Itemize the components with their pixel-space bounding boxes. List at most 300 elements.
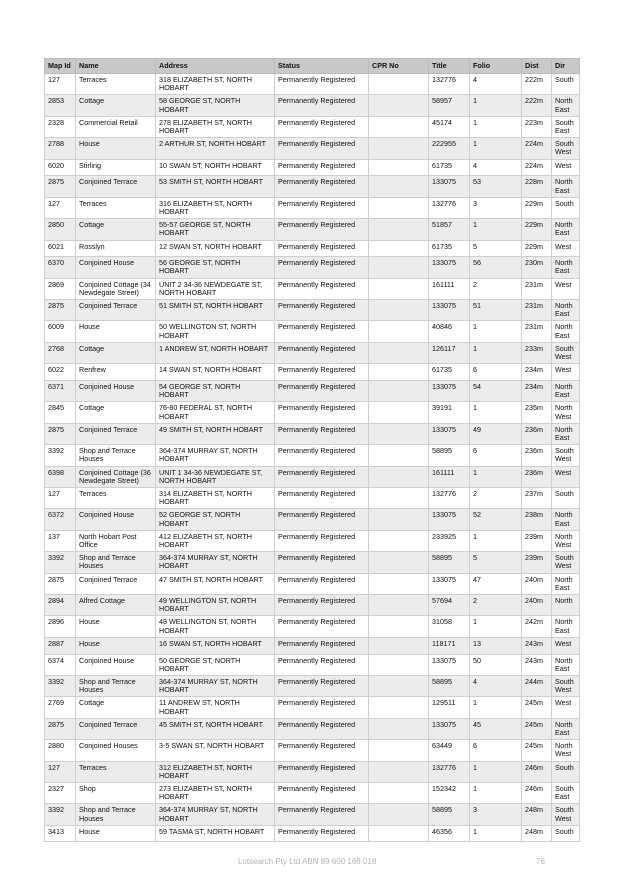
table-cell: Cottage — [76, 402, 156, 423]
table-cell: House — [76, 138, 156, 159]
table-cell: 2894 — [45, 595, 76, 616]
table-cell: 56 GEORGE ST, NORTH HOBART — [156, 257, 275, 278]
table-cell — [369, 697, 429, 718]
table-row — [45, 138, 580, 159]
table-cell: 245m — [522, 718, 552, 739]
table-cell: 231m — [522, 321, 552, 342]
table-cell: North West — [552, 530, 580, 551]
table-cell: Alfred Cottage — [76, 595, 156, 616]
table-cell: 5 — [470, 552, 522, 573]
table-cell: 1 — [470, 138, 522, 159]
table-cell — [369, 637, 429, 654]
table-cell — [369, 654, 429, 675]
table-cell: Permanently Registered — [275, 278, 369, 299]
table-row — [45, 804, 580, 825]
table-row — [45, 300, 580, 321]
table-cell: 234m — [522, 380, 552, 401]
table-cell: 236m — [522, 445, 552, 466]
table-cell: 49 WELLINGTON ST, NORTH HOBART — [156, 595, 275, 616]
table-cell: 318 ELIZABETH ST, NORTH HOBART — [156, 74, 275, 95]
table-row — [45, 364, 580, 381]
table-cell: Conjoined Cottage (34 Newdegate Street) — [76, 278, 156, 299]
table-cell: 12 SWAN ST, NORTH HOBART — [156, 240, 275, 257]
table-row — [45, 595, 580, 616]
table-row — [45, 278, 580, 299]
table-cell — [369, 159, 429, 176]
table-cell: 6 — [470, 740, 522, 761]
table-cell: North East — [552, 95, 580, 116]
table-cell: House — [76, 616, 156, 637]
column-header: Title — [429, 59, 470, 74]
table-cell: 234m — [522, 364, 552, 381]
table-cell: 1 — [470, 616, 522, 637]
table-cell: 2769 — [45, 697, 76, 718]
table-cell: 243m — [522, 637, 552, 654]
table-cell: 238m — [522, 509, 552, 530]
table-row — [45, 445, 580, 466]
table-cell: 6371 — [45, 380, 76, 401]
table-row — [45, 782, 580, 803]
table-cell: 229m — [522, 240, 552, 257]
table-cell: Shop and Terrace Houses — [76, 804, 156, 825]
table-cell: Conjoined House — [76, 654, 156, 675]
table-cell: Renfrew — [76, 364, 156, 381]
table-cell: 222m — [522, 74, 552, 95]
table-cell: Permanently Registered — [275, 616, 369, 637]
column-header: Name — [76, 59, 156, 74]
table-cell: South West — [552, 342, 580, 363]
table-cell: UNIT 1 34-36 NEWDEGATE ST, NORTH HOBART — [156, 466, 275, 487]
table-cell: Permanently Registered — [275, 466, 369, 487]
table-cell: Permanently Registered — [275, 552, 369, 573]
table-cell: 132776 — [429, 197, 470, 218]
page-number: 76 — [536, 857, 545, 866]
table-cell: Conjoined Terrace — [76, 573, 156, 594]
column-header: Status — [275, 59, 369, 74]
table-cell: 1 — [470, 466, 522, 487]
table-cell: Cottage — [76, 342, 156, 363]
table-cell: Terraces — [76, 487, 156, 508]
table-cell: House — [76, 321, 156, 342]
table-row — [45, 74, 580, 95]
table-cell: Permanently Registered — [275, 487, 369, 508]
table-cell: 222m — [522, 95, 552, 116]
table-cell — [369, 116, 429, 137]
table-cell: 6020 — [45, 159, 76, 176]
table-row — [45, 825, 580, 842]
table-cell: Permanently Registered — [275, 257, 369, 278]
table-row — [45, 380, 580, 401]
table-cell: Permanently Registered — [275, 654, 369, 675]
table-cell: 246m — [522, 782, 552, 803]
table-cell — [369, 138, 429, 159]
table-row — [45, 197, 580, 218]
table-cell: 127 — [45, 487, 76, 508]
table-cell: 51 — [470, 300, 522, 321]
table-cell: Permanently Registered — [275, 321, 369, 342]
table-cell: 3 — [470, 197, 522, 218]
table-cell: Cottage — [76, 95, 156, 116]
table-cell: West — [552, 364, 580, 381]
table-cell: 2853 — [45, 95, 76, 116]
table-cell — [369, 487, 429, 508]
table-cell: 235m — [522, 402, 552, 423]
table-cell: 161111 — [429, 466, 470, 487]
table-cell: 56 — [470, 257, 522, 278]
table-cell: 2875 — [45, 176, 76, 197]
table-row — [45, 616, 580, 637]
table-cell: North East — [552, 321, 580, 342]
table-cell: Shop and Terrace Houses — [76, 675, 156, 696]
table-cell: 233925 — [429, 530, 470, 551]
table-cell: Permanently Registered — [275, 804, 369, 825]
table-cell: Shop and Terrace Houses — [76, 552, 156, 573]
table-cell: North East — [552, 176, 580, 197]
table-cell: 2328 — [45, 116, 76, 137]
column-header: Dir — [552, 59, 580, 74]
table-cell: 118171 — [429, 637, 470, 654]
table-cell: 127 — [45, 197, 76, 218]
table-cell — [369, 740, 429, 761]
table-cell: 236m — [522, 466, 552, 487]
column-header: Address — [156, 59, 275, 74]
table-cell: Permanently Registered — [275, 300, 369, 321]
table-cell: 133075 — [429, 573, 470, 594]
table-cell: UNIT 2 34-36 NEWDEGATE ST, NORTH HOBART — [156, 278, 275, 299]
table-cell: 31058 — [429, 616, 470, 637]
table-cell: 1 — [470, 219, 522, 240]
table-cell: Conjoined Terrace — [76, 300, 156, 321]
column-header: Folio — [470, 59, 522, 74]
table-row — [45, 509, 580, 530]
table-cell — [369, 573, 429, 594]
table-cell: 2880 — [45, 740, 76, 761]
table-cell: Permanently Registered — [275, 240, 369, 257]
table-cell: 45 — [470, 718, 522, 739]
table-cell: 231m — [522, 300, 552, 321]
table-cell: Conjoined Houses — [76, 740, 156, 761]
table-cell: North East — [552, 573, 580, 594]
table-cell: North East — [552, 380, 580, 401]
table-cell: 152342 — [429, 782, 470, 803]
table-cell — [369, 509, 429, 530]
table-row — [45, 219, 580, 240]
table-cell: South — [552, 197, 580, 218]
table-cell — [369, 530, 429, 551]
table-cell: North Hobart Post Office — [76, 530, 156, 551]
table-row — [45, 466, 580, 487]
table-cell: 14 SWAN ST, NORTH HOBART — [156, 364, 275, 381]
table-cell: Conjoined House — [76, 509, 156, 530]
table-cell — [369, 675, 429, 696]
table-cell: Shop and Terrace Houses — [76, 445, 156, 466]
table-cell: 224m — [522, 159, 552, 176]
table-row — [45, 257, 580, 278]
table-cell: 51857 — [429, 219, 470, 240]
table-cell — [369, 552, 429, 573]
table-cell: North East — [552, 219, 580, 240]
table-row — [45, 637, 580, 654]
table-cell: West — [552, 466, 580, 487]
table-row — [45, 240, 580, 257]
table-cell: 240m — [522, 595, 552, 616]
table-cell: Cottage — [76, 219, 156, 240]
table-cell — [369, 74, 429, 95]
table-cell: Permanently Registered — [275, 342, 369, 363]
table-cell: Conjoined House — [76, 380, 156, 401]
table-cell: 133075 — [429, 423, 470, 444]
table-cell: 2788 — [45, 138, 76, 159]
table-cell: Permanently Registered — [275, 718, 369, 739]
table-cell: 2887 — [45, 637, 76, 654]
table-cell: 61735 — [429, 159, 470, 176]
table-cell: South East — [552, 782, 580, 803]
table-cell: 61735 — [429, 364, 470, 381]
footer-company: Lotsearch Pty Ltd ABN 89 600 168 018 — [238, 857, 377, 866]
table-cell: 127 — [45, 761, 76, 782]
table-row — [45, 697, 580, 718]
table-cell: 58 GEORGE ST, NORTH HOBART — [156, 95, 275, 116]
table-cell: 76-80 FEDERAL ST, NORTH HOBART — [156, 402, 275, 423]
table-cell: West — [552, 278, 580, 299]
table-cell — [369, 616, 429, 637]
table-cell — [369, 278, 429, 299]
table-cell: 364-374 MURRAY ST, NORTH HOBART — [156, 552, 275, 573]
table-cell: South West — [552, 138, 580, 159]
table-cell: Conjoined Terrace — [76, 176, 156, 197]
table-cell: Permanently Registered — [275, 138, 369, 159]
table-cell: 133075 — [429, 176, 470, 197]
table-cell: 50 GEORGE ST, NORTH HOBART — [156, 654, 275, 675]
table-cell: 242m — [522, 616, 552, 637]
table-cell: 51 SMITH ST, NORTH HOBART — [156, 300, 275, 321]
table-cell: Terraces — [76, 761, 156, 782]
table-cell: Permanently Registered — [275, 595, 369, 616]
table-cell — [369, 423, 429, 444]
table-row — [45, 654, 580, 675]
table-cell — [369, 95, 429, 116]
table-cell: 57694 — [429, 595, 470, 616]
table-cell: Conjoined House — [76, 257, 156, 278]
table-cell: 58957 — [429, 95, 470, 116]
table-cell: 4 — [470, 675, 522, 696]
table-cell: 1 — [470, 321, 522, 342]
table-cell — [369, 257, 429, 278]
table-cell — [369, 300, 429, 321]
table-cell: 52 GEORGE ST, NORTH HOBART — [156, 509, 275, 530]
table-cell: 46356 — [429, 825, 470, 842]
table-cell — [369, 380, 429, 401]
table-cell: 2 — [470, 278, 522, 299]
table-cell: Permanently Registered — [275, 740, 369, 761]
table-cell: 230m — [522, 257, 552, 278]
table-cell: South — [552, 487, 580, 508]
table-cell: 40846 — [429, 321, 470, 342]
table-cell: North East — [552, 654, 580, 675]
table-cell: 3392 — [45, 445, 76, 466]
table-cell: 2845 — [45, 402, 76, 423]
table-cell: 364-374 MURRAY ST, NORTH HOBART — [156, 675, 275, 696]
table-cell: 137 — [45, 530, 76, 551]
table-cell: 246m — [522, 761, 552, 782]
table-cell: Terraces — [76, 197, 156, 218]
table-cell: 237m — [522, 487, 552, 508]
table-cell: North East — [552, 257, 580, 278]
table-cell: 53 — [470, 176, 522, 197]
table-cell: Permanently Registered — [275, 675, 369, 696]
table-cell: North — [552, 595, 580, 616]
table-cell: 45174 — [429, 116, 470, 137]
heritage-table — [44, 58, 580, 842]
table-cell: 2768 — [45, 342, 76, 363]
table-cell: Permanently Registered — [275, 219, 369, 240]
table-cell: North East — [552, 616, 580, 637]
table-cell: 2 ARTHUR ST, NORTH HOBART — [156, 138, 275, 159]
table-cell: 228m — [522, 176, 552, 197]
table-cell: West — [552, 697, 580, 718]
table-cell: South West — [552, 445, 580, 466]
table-cell — [369, 595, 429, 616]
table-cell: West — [552, 240, 580, 257]
table-cell: 52 — [470, 509, 522, 530]
table-row — [45, 116, 580, 137]
table-cell: Conjoined Terrace — [76, 423, 156, 444]
table-cell: 127 — [45, 74, 76, 95]
table-cell: 231m — [522, 278, 552, 299]
table-row — [45, 487, 580, 508]
table-cell: 2875 — [45, 423, 76, 444]
table-cell: Cottage — [76, 697, 156, 718]
table-cell: 6372 — [45, 509, 76, 530]
table-row — [45, 95, 580, 116]
table-cell: 49 SMITH ST, NORTH HOBART — [156, 423, 275, 444]
table-cell: North West — [552, 402, 580, 423]
table-cell — [369, 782, 429, 803]
table-cell — [369, 761, 429, 782]
table-cell — [369, 466, 429, 487]
table-cell: 6009 — [45, 321, 76, 342]
table-header-row — [45, 59, 580, 74]
table-cell: 229m — [522, 197, 552, 218]
table-cell: 133075 — [429, 257, 470, 278]
table-cell: 1 — [470, 782, 522, 803]
table-cell — [369, 321, 429, 342]
table-cell: 53 SMITH ST, NORTH HOBART — [156, 176, 275, 197]
table-cell: 61735 — [429, 240, 470, 257]
table-cell: 1 — [470, 697, 522, 718]
table-cell: Conjoined Cottage (36 Newdegate Street) — [76, 466, 156, 487]
table-row — [45, 342, 580, 363]
table-cell — [369, 804, 429, 825]
table-cell: Permanently Registered — [275, 380, 369, 401]
table-cell: 39191 — [429, 402, 470, 423]
table-cell: 58895 — [429, 804, 470, 825]
table-cell: 223m — [522, 116, 552, 137]
table-row — [45, 423, 580, 444]
table-cell: Stirling — [76, 159, 156, 176]
table-cell: South — [552, 825, 580, 842]
table-cell: 273 ELIZABETH ST, NORTH HOBART — [156, 782, 275, 803]
table-cell: 126117 — [429, 342, 470, 363]
table-cell: Conjoined Terrace — [76, 718, 156, 739]
table-cell: 55-57 GEORGE ST, NORTH HOBART — [156, 219, 275, 240]
table-cell: Permanently Registered — [275, 782, 369, 803]
table-cell: South West — [552, 804, 580, 825]
table-cell: Permanently Registered — [275, 637, 369, 654]
table-cell: West — [552, 637, 580, 654]
table-cell: 133075 — [429, 380, 470, 401]
table-row — [45, 402, 580, 423]
table-cell: 2875 — [45, 718, 76, 739]
table-cell: 229m — [522, 219, 552, 240]
table-cell: North East — [552, 423, 580, 444]
table-cell: 2896 — [45, 616, 76, 637]
table-cell: 58895 — [429, 675, 470, 696]
table-cell: 45 SMITH ST, NORTH HOBART — [156, 718, 275, 739]
table-cell: 47 SMITH ST, NORTH HOBART — [156, 573, 275, 594]
table-cell: 248m — [522, 804, 552, 825]
table-cell: Permanently Registered — [275, 95, 369, 116]
table-cell: 364-374 MURRAY ST, NORTH HOBART — [156, 445, 275, 466]
table-cell: 133075 — [429, 718, 470, 739]
table-cell: 2850 — [45, 219, 76, 240]
table-cell: 5 — [470, 240, 522, 257]
table-cell: Permanently Registered — [275, 573, 369, 594]
table-row — [45, 176, 580, 197]
table-cell — [369, 342, 429, 363]
table-cell: 224m — [522, 138, 552, 159]
table-row — [45, 675, 580, 696]
table-row — [45, 530, 580, 551]
table-cell: Permanently Registered — [275, 761, 369, 782]
table-cell: 1 — [470, 530, 522, 551]
table-cell: 2 — [470, 595, 522, 616]
table-cell: Permanently Registered — [275, 509, 369, 530]
table-cell: Permanently Registered — [275, 364, 369, 381]
table-cell: 2869 — [45, 278, 76, 299]
table-cell — [369, 197, 429, 218]
table-cell: 6021 — [45, 240, 76, 257]
table-cell: 233m — [522, 342, 552, 363]
table-cell: House — [76, 825, 156, 842]
table-row — [45, 761, 580, 782]
table-cell: South West — [552, 675, 580, 696]
table-cell — [369, 364, 429, 381]
table-cell: 58895 — [429, 445, 470, 466]
table-cell: 49 — [470, 423, 522, 444]
table-cell — [369, 402, 429, 423]
table-cell: Permanently Registered — [275, 197, 369, 218]
table-cell: 4 — [470, 159, 522, 176]
table-cell: 129511 — [429, 697, 470, 718]
table-cell: South — [552, 761, 580, 782]
table-cell: Permanently Registered — [275, 176, 369, 197]
column-header: Map Id — [45, 59, 76, 74]
table-cell: 6022 — [45, 364, 76, 381]
table-row — [45, 552, 580, 573]
table-cell: North East — [552, 718, 580, 739]
table-cell: Permanently Registered — [275, 159, 369, 176]
table-cell: 1 — [470, 402, 522, 423]
table-cell: 6398 — [45, 466, 76, 487]
table-cell: South — [552, 74, 580, 95]
table-cell: 133075 — [429, 300, 470, 321]
table-cell: 6370 — [45, 257, 76, 278]
table-cell: 364-374 MURRAY ST, NORTH HOBART — [156, 804, 275, 825]
table-cell — [369, 445, 429, 466]
table-cell: North East — [552, 509, 580, 530]
table-cell: Shop — [76, 782, 156, 803]
